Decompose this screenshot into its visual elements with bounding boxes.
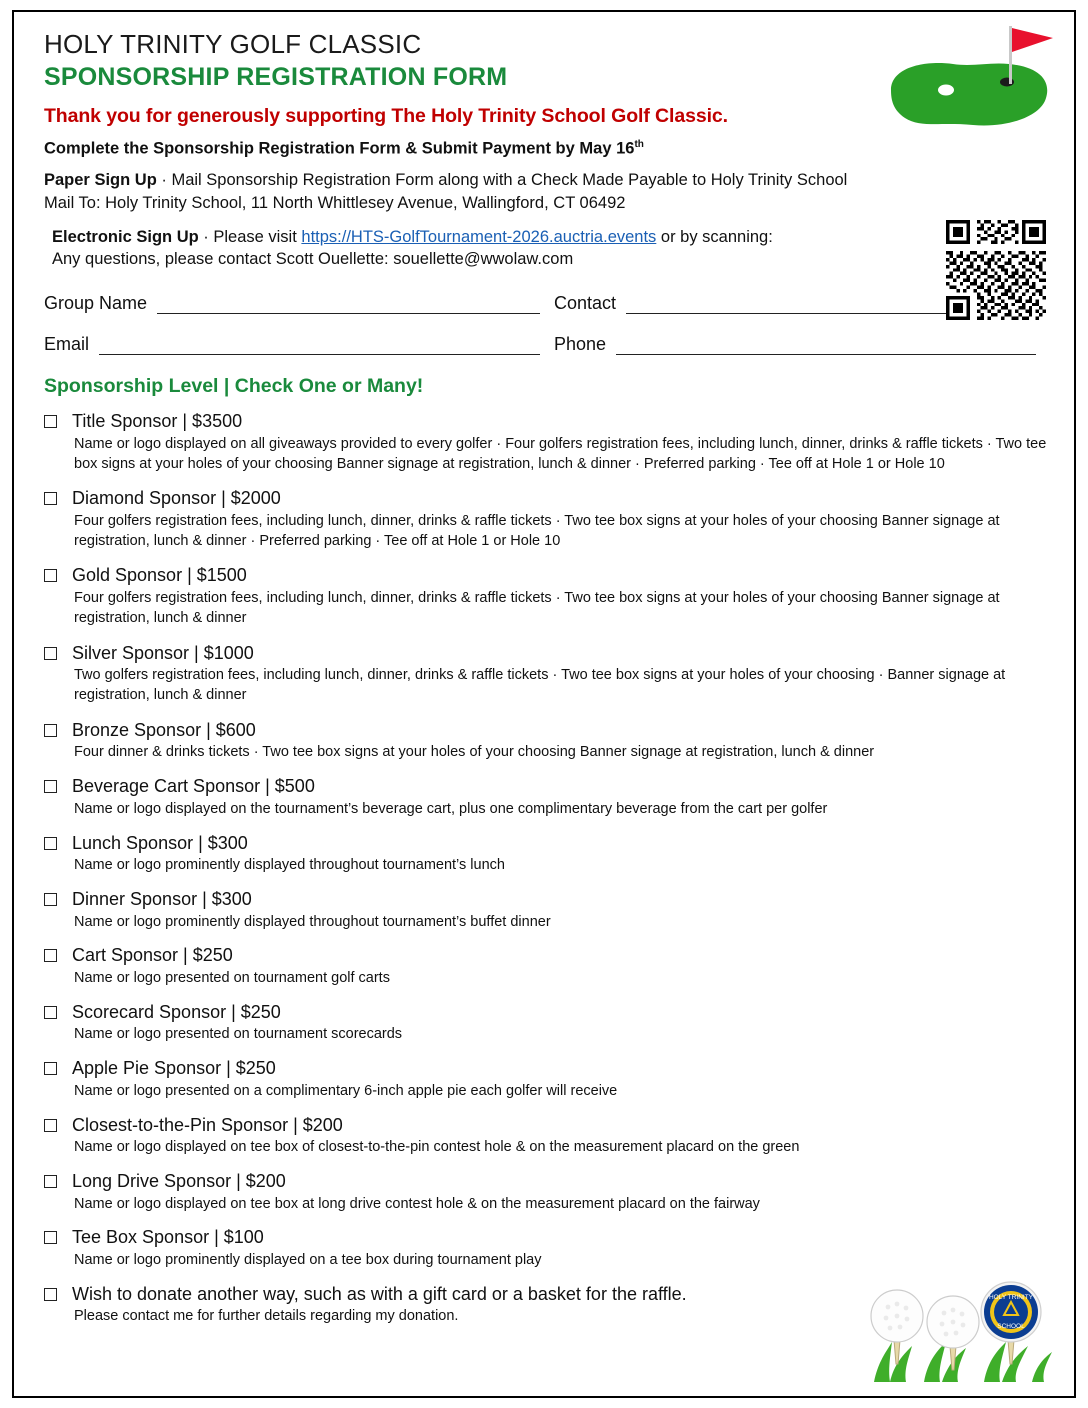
phone-label: Phone bbox=[554, 334, 607, 355]
sponsor-title: Apple Pie Sponsor | $250 bbox=[72, 1058, 276, 1079]
sponsor-title: Lunch Sponsor | $300 bbox=[72, 832, 248, 853]
page-subtitle: SPONSORSHIP REGISTRATION FORM bbox=[44, 62, 508, 91]
email-input[interactable] bbox=[99, 338, 540, 355]
checkbox[interactable] bbox=[44, 837, 57, 850]
contact-question-text: Any questions, please contact Scott Ouellette: souellette@wwolaw.com bbox=[52, 250, 574, 269]
sponsor-description: Name or logo prominently displayed throughout tournament’s lunch bbox=[74, 857, 505, 874]
sponsor-description: Please contact me for further details regarding my donation. bbox=[74, 1308, 459, 1325]
sponsor-description: Four golfers registration fees, including lunch, dinner, drinks & raffle tickets · Two tee box signs at your holes of your choosing Banner signage at registration, lunch & dinner bbox=[74, 590, 1000, 626]
checkbox[interactable] bbox=[44, 1175, 57, 1188]
sponsor-description: Two golfers registration fees, including lunch, dinner, drinks & raffle tickets · Two tee box signs at your holes of your choosing · Banner signage at registration, lunch & dinner bbox=[74, 667, 1006, 703]
sponsor-title: Dinner Sponsor | $300 bbox=[72, 888, 252, 909]
group-name-input[interactable] bbox=[157, 297, 540, 314]
group-name-label: Group Name bbox=[44, 293, 148, 314]
list-item[interactable] bbox=[44, 488, 1050, 551]
logo-top-text: HOLY TRINITY bbox=[988, 1294, 1034, 1301]
sponsor-title: Tee Box Sponsor | $100 bbox=[72, 1227, 264, 1248]
checkbox[interactable] bbox=[44, 780, 57, 793]
sponsor-description: Name or logo presented on tournament golf carts bbox=[74, 970, 390, 987]
golf-balls-logo-icon bbox=[864, 1212, 1054, 1382]
checkbox[interactable] bbox=[44, 724, 57, 737]
sponsor-description: Name or logo displayed on all giveaways provided to every golfer · Four golfers registration fees, including lunch, dinner, drinks & raffle tickets · Two tee box signs at your holes of your choosing Banner signage at registration, lunch & dinner · Preferred parking · Tee off at Hole 1 or Hole 10 bbox=[74, 435, 1047, 472]
list-item[interactable] bbox=[44, 1115, 1050, 1158]
sponsor-description: Name or logo prominently displayed throughout tournament’s buffet dinner bbox=[74, 913, 551, 930]
paper-signup-label: Paper Sign Up bbox=[44, 171, 157, 190]
electronic-signup-block bbox=[44, 226, 1050, 272]
list-item[interactable] bbox=[44, 945, 1050, 988]
registration-link[interactable]: https://HTS-GolfTournament-2026.auctria.events bbox=[301, 227, 657, 246]
checkbox[interactable] bbox=[44, 415, 57, 428]
sponsor-title: Wish to donate another way, such as with a gift card or a basket for the raffle. bbox=[72, 1283, 687, 1304]
sponsor-list bbox=[44, 411, 1050, 1327]
contact-fields bbox=[44, 293, 1050, 355]
checkbox[interactable] bbox=[44, 1288, 57, 1301]
checkbox[interactable] bbox=[44, 1231, 57, 1244]
list-item[interactable] bbox=[44, 833, 1050, 876]
sponsor-title: Diamond Sponsor | $2000 bbox=[72, 488, 281, 509]
sponsor-description: Name or logo presented on a complimentary 6-inch apple pie each golfer will receive bbox=[74, 1082, 618, 1099]
sponsor-title: Gold Sponsor | $1500 bbox=[72, 565, 247, 586]
golf-green-icon bbox=[881, 20, 1056, 145]
list-item[interactable] bbox=[44, 643, 1050, 706]
group-name-field[interactable] bbox=[44, 293, 554, 314]
checkbox[interactable] bbox=[44, 647, 57, 660]
deadline-ordinal: th bbox=[634, 138, 644, 150]
paper-signup-block bbox=[44, 169, 1050, 215]
field-row-1 bbox=[44, 293, 1050, 314]
sponsor-description: Name or logo presented on tournament scorecards bbox=[74, 1026, 403, 1043]
email-label: Email bbox=[44, 334, 90, 355]
logo-bottom-text: SCHOOL bbox=[997, 1323, 1025, 1330]
sponsor-title: Title Sponsor | $3500 bbox=[72, 411, 243, 432]
sponsorship-level-heading: Sponsorship Level | Check One or Many! bbox=[44, 375, 424, 398]
list-item[interactable] bbox=[44, 1171, 1050, 1214]
list-item[interactable] bbox=[44, 565, 1050, 628]
paper-signup-text: · Mail Sponsorship Registration Form along with a Check Made Payable to Holy Trinity School bbox=[156, 171, 848, 190]
electronic-signup-label: Electronic Sign Up bbox=[52, 227, 199, 246]
phone-field[interactable] bbox=[554, 334, 1050, 355]
list-item[interactable] bbox=[44, 889, 1050, 932]
sponsor-description: Four golfers registration fees, including lunch, dinner, drinks & raffle tickets · Two tee box signs at your holes of your choosing Banner signage at registration, lunch & dinner · Preferred parking · Tee off at Hole 1 or Hole 10 bbox=[74, 513, 1000, 549]
checkbox[interactable] bbox=[44, 1119, 57, 1132]
checkbox[interactable] bbox=[44, 1006, 57, 1019]
sponsor-description: Name or logo prominently displayed on a tee box during tournament play bbox=[74, 1252, 542, 1269]
sponsor-title: Silver Sponsor | $1000 bbox=[72, 642, 254, 663]
sponsor-title: Cart Sponsor | $250 bbox=[72, 945, 233, 966]
checkbox[interactable] bbox=[44, 949, 57, 962]
sponsor-title: Bronze Sponsor | $600 bbox=[72, 719, 256, 740]
checkbox[interactable] bbox=[44, 569, 57, 582]
list-item[interactable] bbox=[44, 776, 1050, 819]
sponsor-description: Name or logo displayed on tee box of closest-to-the-pin contest hole & on the measurement placard on the green bbox=[74, 1139, 800, 1156]
checkbox[interactable] bbox=[44, 893, 57, 906]
electronic-signup-pre: · Please visit bbox=[198, 227, 302, 246]
list-item[interactable] bbox=[44, 1002, 1050, 1045]
list-item[interactable] bbox=[44, 411, 1050, 474]
list-item[interactable] bbox=[44, 1058, 1050, 1101]
thank-you-line: Thank you for generously supporting The Holy Trinity School Golf Classic. bbox=[44, 104, 728, 127]
form-content bbox=[44, 30, 1050, 1341]
checkbox[interactable] bbox=[44, 492, 57, 505]
checkbox[interactable] bbox=[44, 1062, 57, 1075]
mail-to-text: Mail To: Holy Trinity School, 11 North Whittlesey Avenue, Wallingford, CT 06492 bbox=[44, 193, 626, 212]
sponsor-description: Four dinner & drinks tickets · Two tee box signs at your holes of your choosing Banner signage at registration, lunch & dinner bbox=[74, 744, 875, 761]
form-page bbox=[12, 10, 1076, 1398]
deadline-text: Complete the Sponsorship Registration Form & Submit Payment by May 16 bbox=[44, 139, 635, 158]
contact-label: Contact bbox=[554, 293, 617, 314]
sponsor-title: Closest-to-the-Pin Sponsor | $200 bbox=[72, 1114, 343, 1135]
qr-code-icon bbox=[946, 220, 1046, 320]
sponsor-title: Beverage Cart Sponsor | $500 bbox=[72, 776, 315, 797]
page-title: HOLY TRINITY GOLF CLASSIC bbox=[44, 29, 422, 59]
sponsor-title: Scorecard Sponsor | $250 bbox=[72, 1001, 281, 1022]
sponsor-description: Name or logo displayed on the tournament’s beverage cart, plus one complimentary beverage from the cart per golfer bbox=[74, 800, 828, 817]
sponsor-title: Long Drive Sponsor | $200 bbox=[72, 1170, 286, 1191]
electronic-signup-post: or by scanning: bbox=[656, 227, 773, 246]
sponsor-description: Name or logo displayed on tee box at long drive contest hole & on the measurement placard on the fairway bbox=[74, 1195, 760, 1212]
field-row-2 bbox=[44, 334, 1050, 355]
list-item[interactable] bbox=[44, 720, 1050, 763]
phone-input[interactable] bbox=[616, 338, 1036, 355]
email-field[interactable] bbox=[44, 334, 554, 355]
